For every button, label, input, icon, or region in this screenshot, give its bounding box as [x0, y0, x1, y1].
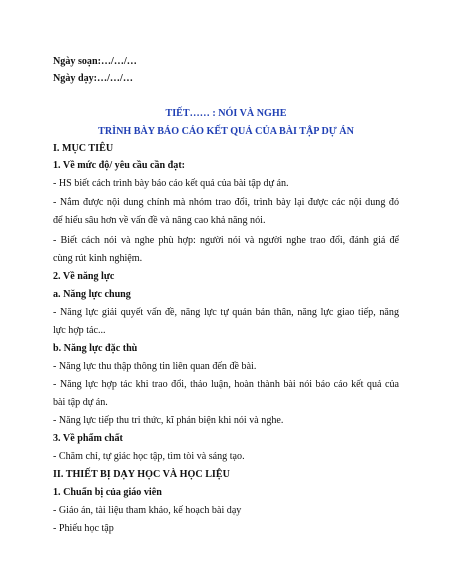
- subsection-heading: 1. Chuẩn bị của giáo viên: [53, 487, 162, 498]
- paragraph-line: - Chăm chỉ, tự giác học tập, tìm tòi và sáng tạo.: [53, 451, 245, 462]
- paragraph-line: - Năng lực hợp tác khi trao đổi, thảo luận, hoàn thành bài nói báo cáo kết quả của: [53, 379, 399, 390]
- paragraph-line: - Năng lực tiếp thu tri thức, kĩ phản biện khi nói và nghe.: [53, 415, 284, 426]
- paragraph-line: cùng rút kinh nghiệm.: [53, 253, 143, 264]
- lesson-title: TIẾT…… : NÓI VÀ NGHE: [165, 108, 287, 119]
- subsection-heading: 2. Về năng lực: [53, 271, 115, 282]
- paragraph-line: lực hợp tác...: [53, 325, 106, 336]
- paragraph-line: để hiểu sâu hơn về vấn đề và nâng cao khả năng nói.: [53, 215, 266, 226]
- paragraph-line: - Nắm được nội dung chính mà nhóm trao đổi, trình bày lại được các nội dung đó: [53, 197, 399, 208]
- paragraph-line: - HS biết cách trình bày báo cáo kết quả của bài tập dự án.: [53, 178, 289, 189]
- section-heading: I. MỤC TIÊU: [53, 143, 114, 154]
- paragraph-line: - Năng lực thu thập thông tin liên quan đến đề bài.: [53, 361, 257, 372]
- section-heading: II. THIẾT BỊ DẠY HỌC VÀ HỌC LIỆU: [53, 469, 230, 480]
- paragraph-line: - Phiếu học tập: [53, 523, 114, 534]
- ngay-day: Ngày dạy:…/…/…: [53, 73, 133, 84]
- paragraph-line: - Biết cách nói và nghe phù hợp: người nói và người nghe trao đổi, đánh giá để: [53, 235, 399, 246]
- paragraph-line: - Năng lực giải quyết vấn đề, năng lực tự quản bản thân, năng lực giao tiếp, năng: [53, 307, 399, 318]
- subsection-heading: 3. Về phẩm chất: [53, 433, 123, 444]
- subsection-heading: a. Năng lực chung: [53, 289, 131, 300]
- subsection-heading: 1. Về mức độ/ yêu cầu cần đạt:: [53, 160, 186, 171]
- paragraph-line: bài tập dự án.: [53, 397, 108, 408]
- lesson-subtitle: TRÌNH BÀY BÁO CÁO KẾT QUẢ CỦA BÀI TẬP DỰ ÁN: [98, 126, 354, 137]
- paragraph-line: - Giáo án, tài liệu tham khảo, kế hoạch bài dạy: [53, 505, 242, 516]
- subsection-heading: b. Năng lực đặc thù: [53, 343, 138, 354]
- ngay-soan: Ngày soạn:…/…/…: [53, 56, 137, 67]
